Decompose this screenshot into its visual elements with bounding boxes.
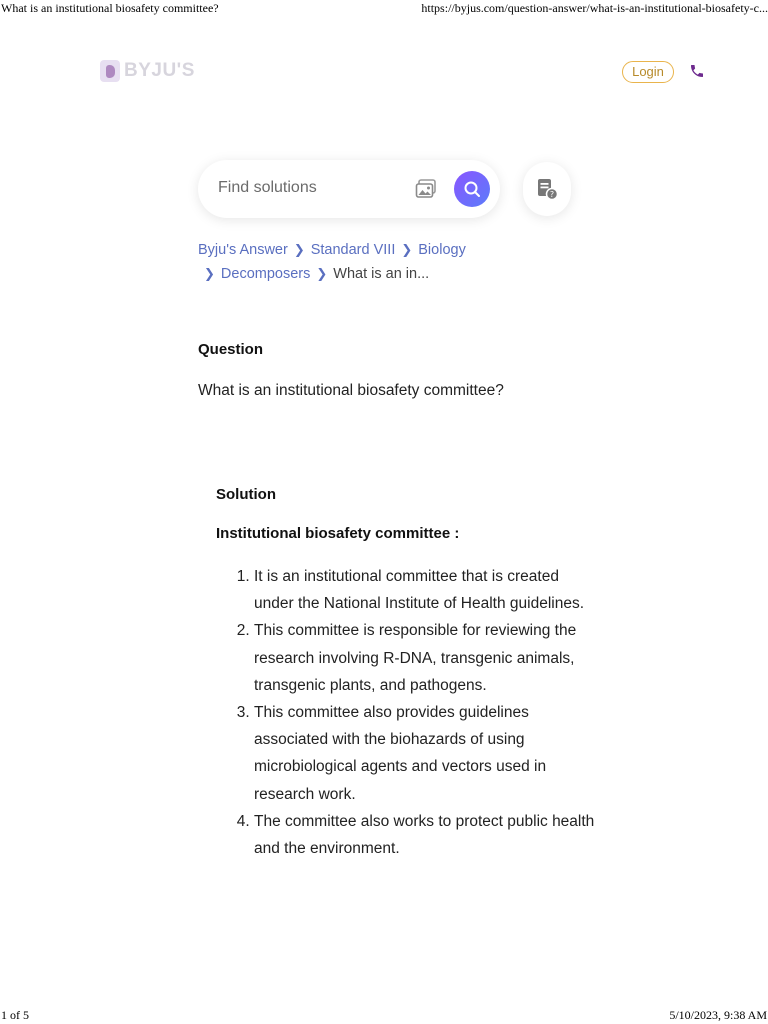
chevron-right-icon: ❯ <box>293 242 305 257</box>
print-header <box>0 0 768 18</box>
logo-text: BYJU'S <box>124 60 195 81</box>
breadcrumb-item-byjus-answer[interactable]: Byju's Answer <box>198 242 288 258</box>
breadcrumb-item-biology[interactable]: Biology <box>418 242 466 258</box>
chevron-right-icon: ❯ <box>316 266 328 281</box>
breadcrumb <box>198 238 518 286</box>
login-button[interactable]: Login <box>622 61 674 83</box>
solution-point: 2. This committee is responsible for reviewing the research involving R-DNA, transgenic animals, transgenic plants, and pathogens. <box>254 617 599 699</box>
solution-point: 1. It is an institutional committee that is created under the National Institute of Health guidelines. <box>254 563 599 617</box>
search-button[interactable] <box>454 171 490 207</box>
print-page-number: 1 of 5 <box>1 1008 29 1022</box>
solution-label: Solution <box>216 486 276 503</box>
breadcrumb-item-decomposers[interactable]: Decomposers <box>220 266 311 282</box>
print-page-title: What is an institutional biosafety committee? <box>1 1 219 15</box>
byjus-logo[interactable] <box>100 59 195 83</box>
chevron-right-icon: ❯ <box>204 266 215 281</box>
solution-point: 4. The committee also works to protect public health and the environment. <box>254 808 599 862</box>
ask-question-button[interactable] <box>523 162 571 216</box>
phone-icon[interactable] <box>689 63 705 79</box>
breadcrumb-item-standard[interactable]: Standard VIII <box>310 242 396 258</box>
question-text: What is an institutional biosafety committee? <box>198 382 504 399</box>
solution-point: 3. This committee also provides guidelines associated with the biohazards of using microbiological agents and vectors used in research work. <box>254 699 599 808</box>
image-icon[interactable] <box>415 179 437 199</box>
print-datetime: 5/10/2023, 9:38 AM <box>669 1008 767 1022</box>
chevron-right-icon: ❯ <box>401 242 413 257</box>
logo-mark-icon <box>100 60 120 82</box>
search-input[interactable]: Find solutions <box>218 179 317 196</box>
question-label: Question <box>198 341 264 358</box>
solution-list <box>216 563 599 862</box>
print-page-url: https://byjus.com/question-answer/what-is-an-institutional-biosafety-c... <box>421 1 768 15</box>
search-icon <box>463 180 481 198</box>
search-bar[interactable] <box>198 160 500 218</box>
svg-text:?: ? <box>549 190 555 199</box>
breadcrumb-current: What is an in... <box>333 266 430 282</box>
solution-heading: Institutional biosafety committee : <box>216 525 460 542</box>
document-question-icon <box>535 177 559 201</box>
print-footer <box>0 1006 768 1024</box>
